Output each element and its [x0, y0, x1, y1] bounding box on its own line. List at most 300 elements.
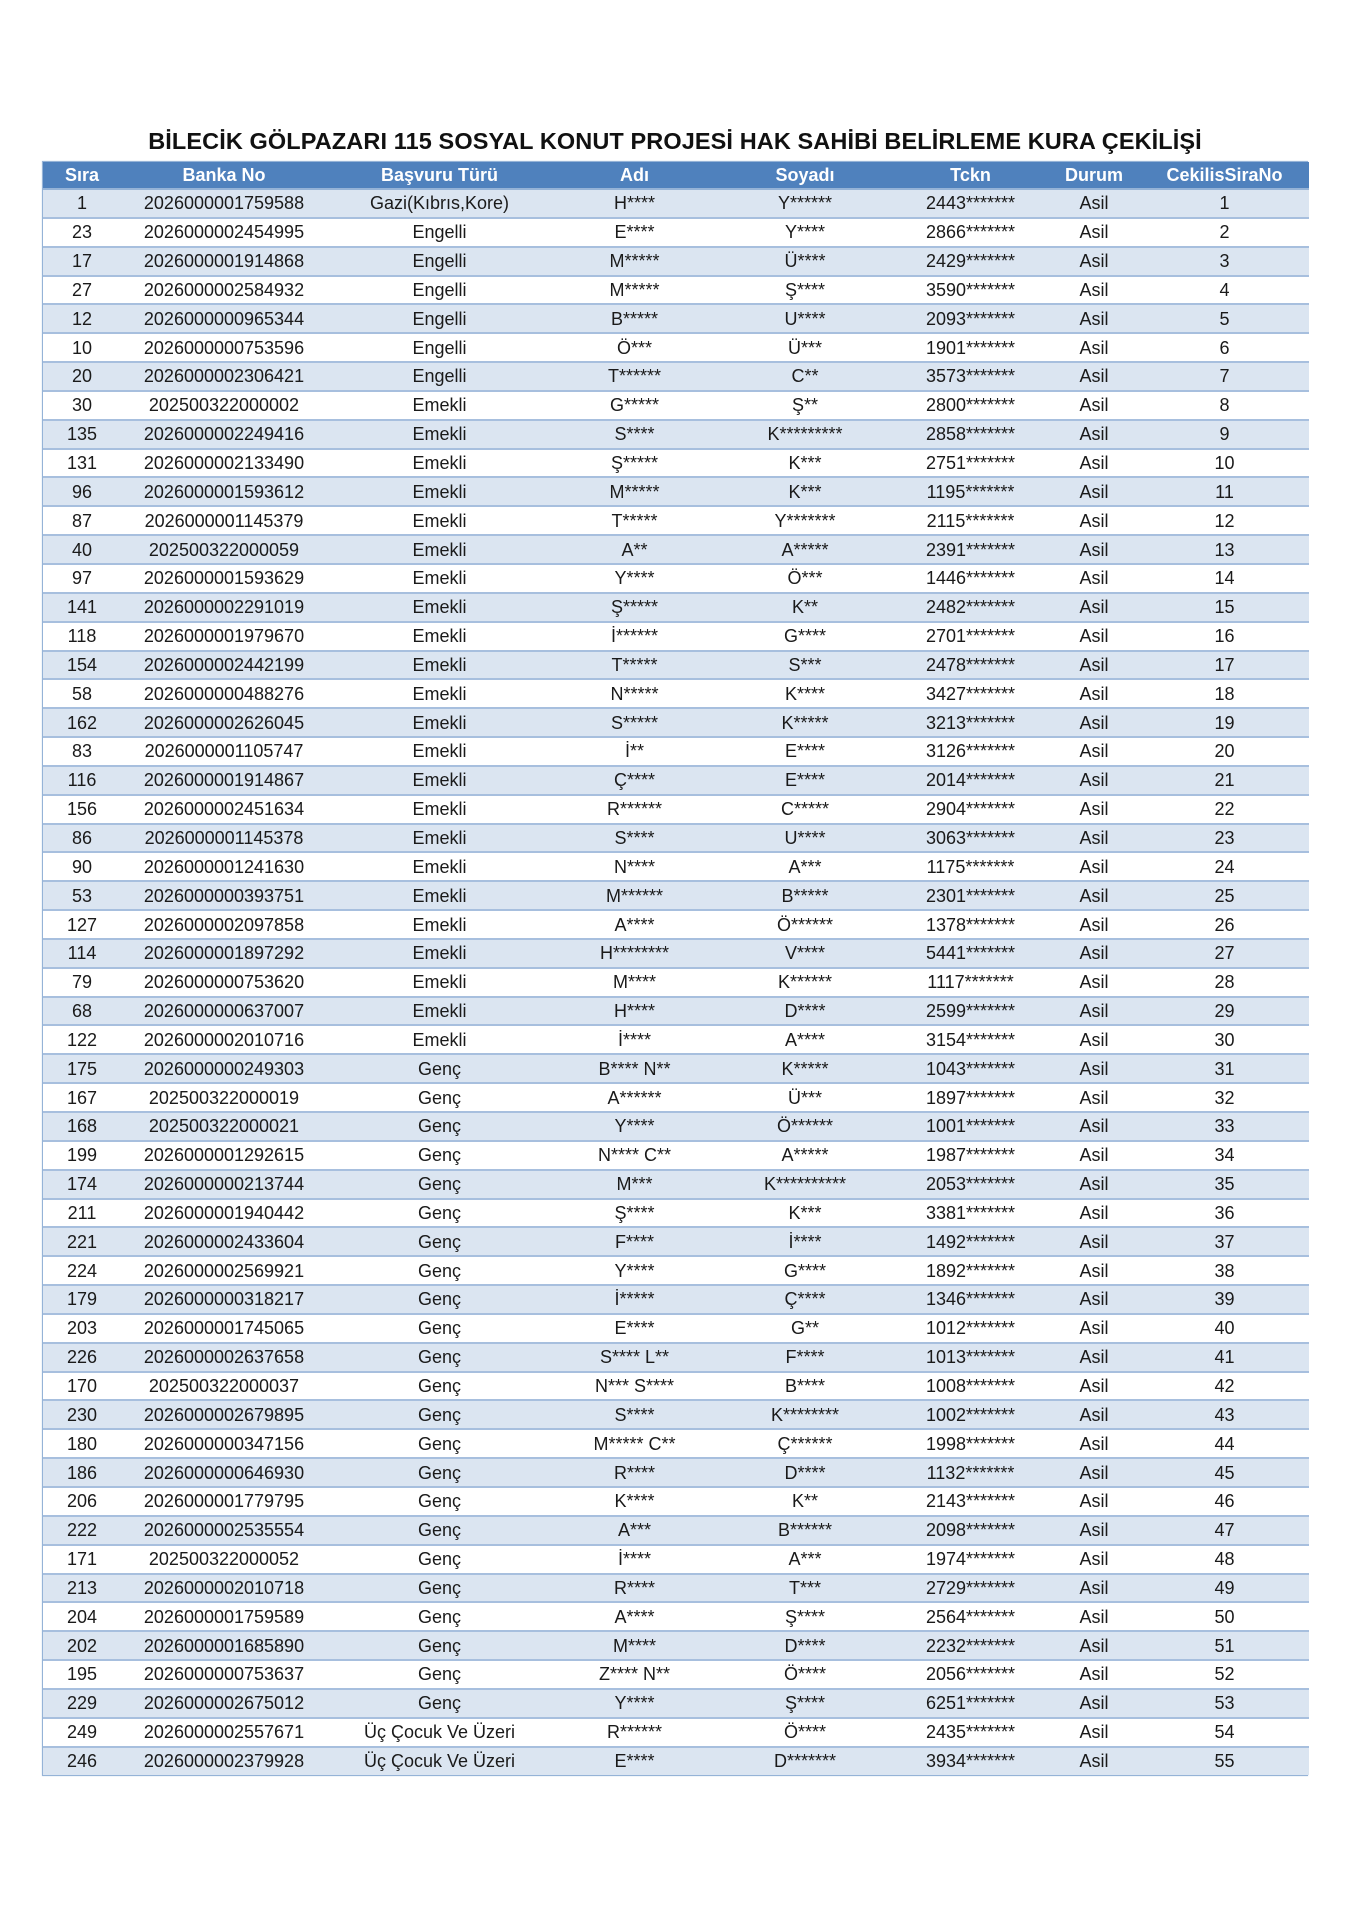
- page-title: BİLECİK GÖLPAZARI 115 SOSYAL KONUT PROJESİ HAK SAHİBİ BELİRLEME KURA ÇEKİLİŞİ: [148, 128, 1202, 154]
- cell-adi: İ****: [552, 1025, 717, 1054]
- cell-soyadi: V****: [717, 939, 893, 968]
- cell-sira: 154: [43, 651, 121, 680]
- cell-basvuru-turu: Emekli: [327, 506, 552, 535]
- cell-cekilis-sira-no: 15: [1140, 593, 1309, 622]
- results-table: [43, 162, 1309, 1775]
- cell-sira: 202: [43, 1631, 121, 1660]
- cell-soyadi: A***: [717, 852, 893, 881]
- cell-cekilis-sira-no: 42: [1140, 1372, 1309, 1401]
- cell-cekilis-sira-no: 47: [1140, 1516, 1309, 1545]
- cell-sira: 249: [43, 1718, 121, 1747]
- cell-tckn: 1013*******: [893, 1343, 1048, 1372]
- cell-cekilis-sira-no: 23: [1140, 824, 1309, 853]
- table-row: [43, 852, 1309, 881]
- cell-durum: Asil: [1048, 622, 1140, 651]
- cell-adi: Ş****: [552, 1199, 717, 1228]
- cell-sira: 96: [43, 477, 121, 506]
- cell-cekilis-sira-no: 24: [1140, 852, 1309, 881]
- cell-adi: N*** S****: [552, 1372, 717, 1401]
- cell-cekilis-sira-no: 7: [1140, 362, 1309, 391]
- cell-banka-no: 2026000001979670: [121, 622, 327, 651]
- table-row: [43, 939, 1309, 968]
- cell-basvuru-turu: Genç: [327, 1141, 552, 1170]
- table-row: [43, 1343, 1309, 1372]
- cell-banka-no: 2026000002291019: [121, 593, 327, 622]
- table-row: [43, 391, 1309, 420]
- cell-durum: Asil: [1048, 881, 1140, 910]
- cell-durum: Asil: [1048, 1256, 1140, 1285]
- cell-soyadi: K***: [717, 449, 893, 478]
- cell-banka-no: 2026000001779795: [121, 1487, 327, 1516]
- table-row: [43, 304, 1309, 333]
- cell-sira: 162: [43, 708, 121, 737]
- cell-basvuru-turu: Emekli: [327, 852, 552, 881]
- cell-soyadi: A***: [717, 1545, 893, 1574]
- cell-banka-no: 2026000002584932: [121, 276, 327, 305]
- cell-basvuru-turu: Emekli: [327, 968, 552, 997]
- cell-durum: Asil: [1048, 968, 1140, 997]
- cell-soyadi: Ö***: [717, 564, 893, 593]
- table-row: [43, 449, 1309, 478]
- cell-tckn: 2599*******: [893, 997, 1048, 1026]
- cell-adi: Ç****: [552, 766, 717, 795]
- table-row: [43, 1747, 1309, 1776]
- cell-adi: M*****: [552, 247, 717, 276]
- cell-basvuru-turu: Genç: [327, 1314, 552, 1343]
- cell-banka-no: 2026000001940442: [121, 1199, 327, 1228]
- cell-sira: 1: [43, 189, 121, 218]
- cell-tckn: 2435*******: [893, 1718, 1048, 1747]
- cell-adi: A****: [552, 910, 717, 939]
- cell-adi: M***** C**: [552, 1429, 717, 1458]
- cell-durum: Asil: [1079, 1751, 1109, 1772]
- table-row: [43, 968, 1309, 997]
- table-row: [43, 1545, 1309, 1574]
- cell-tckn: 2232*******: [893, 1631, 1048, 1660]
- cell-basvuru-turu: Emekli: [327, 535, 552, 564]
- cell-soyadi: İ****: [717, 1227, 893, 1256]
- cell-adi: S*****: [552, 708, 717, 737]
- cell-cekilis-sira-no: 40: [1140, 1314, 1309, 1343]
- cell-durum: Asil: [1048, 1343, 1140, 1372]
- cell-soyadi: E****: [717, 737, 893, 766]
- cell-cekilis-sira-no: 27: [1140, 939, 1309, 968]
- cell-soyadi: A*****: [717, 1141, 893, 1170]
- cell-cekilis-sira-no: 11: [1140, 477, 1309, 506]
- cell-basvuru-turu: Emekli: [327, 910, 552, 939]
- cell-sira: 58: [43, 679, 121, 708]
- cell-adi: İ******: [552, 622, 717, 651]
- cell-banka-no: 2026000001759588: [121, 189, 327, 218]
- cell-adi: E****: [614, 1751, 655, 1772]
- cell-tckn: 1378*******: [893, 910, 1048, 939]
- cell-soyadi: S***: [717, 651, 893, 680]
- cell-durum: Asil: [1048, 564, 1140, 593]
- cell-soyadi: Ö******: [717, 910, 893, 939]
- cell-tckn: 1002*******: [893, 1400, 1048, 1429]
- cell-tckn: 2800*******: [893, 391, 1048, 420]
- cell-banka-no: 2026000002637658: [121, 1343, 327, 1372]
- cell-banka-no: 2026000002306421: [121, 362, 327, 391]
- cell-basvuru-turu: Emekli: [327, 766, 552, 795]
- cell-sira: 79: [43, 968, 121, 997]
- cell-sira: 86: [43, 824, 121, 853]
- cell-soyadi: Y****: [717, 218, 893, 247]
- table-row: [43, 708, 1309, 737]
- cell-basvuru-turu: Genç: [327, 1227, 552, 1256]
- cell-adi: M****: [552, 1631, 717, 1660]
- cell-durum: Asil: [1048, 1199, 1140, 1228]
- table-row: [43, 651, 1309, 680]
- cell-basvuru-turu: Üç Çocuk Ve Üzeri: [363, 1751, 516, 1772]
- cell-sira: 180: [43, 1429, 121, 1458]
- cell-adi: Ö***: [552, 333, 717, 362]
- cell-durum: Asil: [1048, 1689, 1140, 1718]
- cell-banka-no: 2026000002569921: [121, 1256, 327, 1285]
- cell-soyadi: K**********: [717, 1170, 893, 1199]
- table-row: [43, 1660, 1309, 1689]
- cell-sira: 229: [43, 1689, 121, 1718]
- cell-durum: Asil: [1048, 824, 1140, 853]
- table-row: [43, 1141, 1309, 1170]
- cell-banka-no: 2026000001593629: [121, 564, 327, 593]
- cell-basvuru-turu: Emekli: [327, 795, 552, 824]
- cell-durum: Asil: [1048, 651, 1140, 680]
- cell-cekilis-sira-no: 31: [1140, 1054, 1309, 1083]
- cell-cekilis-sira-no: 44: [1140, 1429, 1309, 1458]
- header-cekilis-sira-no: CekilisSiraNo: [1140, 162, 1309, 189]
- cell-basvuru-turu: Emekli: [327, 737, 552, 766]
- table-row: [43, 881, 1309, 910]
- cell-durum: Asil: [1048, 477, 1140, 506]
- cell-cekilis-sira-no: 5: [1140, 304, 1309, 333]
- cell-cekilis-sira-no: 52: [1140, 1660, 1309, 1689]
- cell-sira: 199: [43, 1141, 121, 1170]
- cell-durum: Asil: [1048, 449, 1140, 478]
- cell-adi: R****: [552, 1458, 717, 1487]
- cell-basvuru-turu: Engelli: [327, 276, 552, 305]
- cell-banka-no: 2026000001593612: [121, 477, 327, 506]
- cell-tckn: 2429*******: [893, 247, 1048, 276]
- cell-banka-no: 2026000002675012: [121, 1689, 327, 1718]
- cell-soyadi: A****: [717, 1025, 893, 1054]
- cell-banka-no: 202500322000059: [121, 535, 327, 564]
- cell-cekilis-sira-no: 54: [1140, 1718, 1309, 1747]
- cell-banka-no: 2026000002451634: [121, 795, 327, 824]
- cell-cekilis-sira-no: 51: [1140, 1631, 1309, 1660]
- cell-sira: 97: [43, 564, 121, 593]
- header-soyadi: Soyadı: [717, 162, 893, 189]
- cell-basvuru-turu: Emekli: [327, 593, 552, 622]
- cell-adi: E****: [552, 1314, 717, 1343]
- cell-cekilis-sira-no: 12: [1140, 506, 1309, 535]
- cell-adi: G*****: [552, 391, 717, 420]
- cell-durum: Asil: [1048, 1112, 1140, 1141]
- cell-adi: K****: [552, 1487, 717, 1516]
- table-row: [43, 1285, 1309, 1314]
- table-row: [43, 1631, 1309, 1660]
- cell-basvuru-turu: Emekli: [327, 651, 552, 680]
- cell-basvuru-turu: Engelli: [327, 333, 552, 362]
- table-row: [43, 1314, 1309, 1343]
- cell-tckn: 2701*******: [893, 622, 1048, 651]
- cell-basvuru-turu: Genç: [327, 1256, 552, 1285]
- cell-sira: 122: [43, 1025, 121, 1054]
- cell-cekilis-sira-no: 21: [1140, 766, 1309, 795]
- cell-banka-no: 2026000001745065: [121, 1314, 327, 1343]
- header-durum: Durum: [1048, 162, 1140, 189]
- cell-soyadi: G****: [717, 622, 893, 651]
- cell-sira: 171: [43, 1545, 121, 1574]
- cell-sira: 203: [43, 1314, 121, 1343]
- cell-soyadi: K******: [717, 968, 893, 997]
- table-row: [43, 593, 1309, 622]
- cell-durum: Asil: [1048, 1227, 1140, 1256]
- cell-basvuru-turu: Genç: [327, 1285, 552, 1314]
- cell-banka-no: 2026000002097858: [121, 910, 327, 939]
- cell-sira: 23: [43, 218, 121, 247]
- cell-banka-no: 202500322000037: [121, 1372, 327, 1401]
- cell-soyadi: U****: [717, 824, 893, 853]
- cell-banka-no: 2026000000753637: [121, 1660, 327, 1689]
- cell-soyadi: T***: [717, 1574, 893, 1603]
- cell-cekilis-sira-no: 53: [1140, 1689, 1309, 1718]
- cell-adi: Ş*****: [552, 449, 717, 478]
- cell-durum: Asil: [1048, 247, 1140, 276]
- cell-basvuru-turu: Gazi(Kıbrıs,Kore): [327, 189, 552, 218]
- cell-durum: Asil: [1048, 1631, 1140, 1660]
- cell-durum: Asil: [1048, 795, 1140, 824]
- cell-cekilis-sira-no: 20: [1140, 737, 1309, 766]
- cell-soyadi: Y*******: [717, 506, 893, 535]
- table-row: [43, 795, 1309, 824]
- cell-sira: 135: [43, 420, 121, 449]
- cell-adi: S****: [552, 420, 717, 449]
- cell-soyadi: A*****: [717, 535, 893, 564]
- cell-banka-no: 2026000000347156: [121, 1429, 327, 1458]
- cell-durum: Asil: [1048, 1545, 1140, 1574]
- cell-adi: M*****: [552, 477, 717, 506]
- cell-durum: Asil: [1048, 1083, 1140, 1112]
- cell-durum: Asil: [1048, 535, 1140, 564]
- cell-tckn: 6251*******: [893, 1689, 1048, 1718]
- cell-durum: Asil: [1048, 939, 1140, 968]
- cell-banka-no: 2026000000965344: [121, 304, 327, 333]
- cell-soyadi: K*****: [717, 1054, 893, 1083]
- cell-banka-no: 2026000001292615: [121, 1141, 327, 1170]
- cell-soyadi: K********: [717, 1400, 893, 1429]
- cell-soyadi: D****: [717, 1631, 893, 1660]
- cell-banka-no: 2026000000249303: [121, 1054, 327, 1083]
- cell-cekilis-sira-no: 30: [1140, 1025, 1309, 1054]
- cell-tckn: 2482*******: [893, 593, 1048, 622]
- cell-soyadi: K**: [717, 593, 893, 622]
- cell-adi: M***: [552, 1170, 717, 1199]
- cell-sira: 179: [43, 1285, 121, 1314]
- cell-banka-no: 202500322000021: [121, 1112, 327, 1141]
- cell-adi: T*****: [552, 651, 717, 680]
- cell-sira: 170: [43, 1372, 121, 1401]
- cell-soyadi: B*****: [717, 881, 893, 910]
- cell-banka-no: 2026000001105747: [121, 737, 327, 766]
- cell-adi: N****: [552, 852, 717, 881]
- cell-banka-no: 2026000001241630: [121, 852, 327, 881]
- cell-tckn: 2904*******: [893, 795, 1048, 824]
- cell-basvuru-turu: Emekli: [327, 420, 552, 449]
- cell-basvuru-turu: Emekli: [327, 449, 552, 478]
- cell-durum: Asil: [1048, 1285, 1140, 1314]
- cell-cekilis-sira-no: 26: [1140, 910, 1309, 939]
- cell-sira: 230: [43, 1400, 121, 1429]
- cell-adi: R******: [552, 1718, 717, 1747]
- cell-durum: Asil: [1048, 679, 1140, 708]
- cell-cekilis-sira-no: 3: [1140, 247, 1309, 276]
- cell-adi: Y****: [552, 564, 717, 593]
- cell-cekilis-sira-no: 9: [1140, 420, 1309, 449]
- cell-basvuru-turu: Genç: [327, 1170, 552, 1199]
- cell-durum: Asil: [1048, 997, 1140, 1026]
- cell-adi: Y****: [552, 1689, 717, 1718]
- cell-durum: Asil: [1048, 766, 1140, 795]
- cell-banka-no: 2026000000318217: [121, 1285, 327, 1314]
- table-row: [43, 1170, 1309, 1199]
- cell-cekilis-sira-no: 43: [1140, 1400, 1309, 1429]
- cell-sira: 141: [43, 593, 121, 622]
- cell-sira: 12: [43, 304, 121, 333]
- cell-soyadi: Ö******: [717, 1112, 893, 1141]
- cell-soyadi: Y******: [717, 189, 893, 218]
- cell-tckn: 1897*******: [893, 1083, 1048, 1112]
- cell-sira: 222: [43, 1516, 121, 1545]
- cell-durum: Asil: [1048, 218, 1140, 247]
- cell-soyadi: Ü****: [717, 247, 893, 276]
- cell-soyadi: K***: [717, 477, 893, 506]
- cell-durum: Asil: [1048, 852, 1140, 881]
- cell-basvuru-turu: Emekli: [327, 564, 552, 593]
- cell-tckn: 1974*******: [893, 1545, 1048, 1574]
- table-row: [43, 1112, 1309, 1141]
- cell-tckn: 3381*******: [893, 1199, 1048, 1228]
- table-row: [43, 1602, 1309, 1631]
- cell-sira: 27: [43, 276, 121, 305]
- cell-durum: Asil: [1048, 1170, 1140, 1199]
- cell-basvuru-turu: Genç: [327, 1112, 552, 1141]
- cell-sira: 156: [43, 795, 121, 824]
- cell-sira: 30: [43, 391, 121, 420]
- cell-soyadi: Ç******: [717, 1429, 893, 1458]
- cell-cekilis-sira-no: 37: [1140, 1227, 1309, 1256]
- table-row: [43, 362, 1309, 391]
- cell-basvuru-turu: Genç: [327, 1054, 552, 1083]
- cell-adi: H****: [552, 997, 717, 1026]
- cell-banka-no: 2026000000637007: [121, 997, 327, 1026]
- cell-basvuru-turu: Genç: [327, 1400, 552, 1429]
- cell-sira: 246: [66, 1751, 98, 1772]
- cell-tckn: 1001*******: [893, 1112, 1048, 1141]
- cell-soyadi: D*******: [773, 1751, 837, 1772]
- cell-tckn: 1987*******: [893, 1141, 1048, 1170]
- cell-basvuru-turu: Genç: [327, 1631, 552, 1660]
- cell-basvuru-turu: Genç: [327, 1343, 552, 1372]
- cell-cekilis-sira-no: 18: [1140, 679, 1309, 708]
- cell-soyadi: Ç****: [717, 1285, 893, 1314]
- cell-sira: 224: [43, 1256, 121, 1285]
- table-row: [43, 1400, 1309, 1429]
- cell-adi: İ*****: [552, 1285, 717, 1314]
- cell-sira: 226: [43, 1343, 121, 1372]
- cell-cekilis-sira-no: 4: [1140, 276, 1309, 305]
- cell-basvuru-turu: Engelli: [327, 247, 552, 276]
- cell-adi: Z**** N**: [552, 1660, 717, 1689]
- cell-sira: 10: [43, 333, 121, 362]
- cell-durum: Asil: [1048, 1372, 1140, 1401]
- cell-banka-no: 202500322000052: [121, 1545, 327, 1574]
- cell-tckn: 3573*******: [893, 362, 1048, 391]
- cell-cekilis-sira-no: 13: [1140, 535, 1309, 564]
- table-row: [43, 1083, 1309, 1112]
- cell-basvuru-turu: Üç Çocuk Ve Üzeri: [327, 1718, 552, 1747]
- table-row: [43, 247, 1309, 276]
- table-row: [43, 1487, 1309, 1516]
- cell-adi: R******: [552, 795, 717, 824]
- cell-basvuru-turu: Genç: [327, 1083, 552, 1112]
- cell-sira: 131: [43, 449, 121, 478]
- cell-basvuru-turu: Genç: [327, 1660, 552, 1689]
- cell-durum: Asil: [1048, 1025, 1140, 1054]
- cell-tckn: 2115*******: [893, 506, 1048, 535]
- table-row: [43, 535, 1309, 564]
- cell-cekilis-sira-no: 34: [1140, 1141, 1309, 1170]
- cell-sira: 114: [43, 939, 121, 968]
- cell-durum: Asil: [1048, 1718, 1140, 1747]
- cell-tckn: 1492*******: [893, 1227, 1048, 1256]
- cell-basvuru-turu: Genç: [327, 1429, 552, 1458]
- cell-soyadi: B****: [717, 1372, 893, 1401]
- cell-soyadi: Ü***: [717, 333, 893, 362]
- cell-adi: M****: [552, 968, 717, 997]
- cell-sira: 186: [43, 1458, 121, 1487]
- cell-sira: 90: [43, 852, 121, 881]
- cell-adi: N*****: [552, 679, 717, 708]
- cell-soyadi: Ü***: [717, 1083, 893, 1112]
- cell-cekilis-sira-no: 36: [1140, 1199, 1309, 1228]
- cell-tckn: 1117*******: [893, 968, 1048, 997]
- cell-cekilis-sira-no: 8: [1140, 391, 1309, 420]
- cell-durum: Asil: [1048, 737, 1140, 766]
- cell-cekilis-sira-no: 22: [1140, 795, 1309, 824]
- cell-tckn: 3063*******: [893, 824, 1048, 853]
- cell-adi: S****: [552, 1400, 717, 1429]
- cell-adi: A******: [552, 1083, 717, 1112]
- cell-banka-no: 2026000001685890: [121, 1631, 327, 1660]
- cell-tckn: 2858*******: [893, 420, 1048, 449]
- cell-tckn: 2478*******: [893, 651, 1048, 680]
- table-body: [43, 189, 1309, 1775]
- cell-sira: 204: [43, 1602, 121, 1631]
- cell-cekilis-sira-no: 17: [1140, 651, 1309, 680]
- cell-basvuru-turu: Emekli: [327, 708, 552, 737]
- cell-soyadi: U****: [717, 304, 893, 333]
- cell-durum: Asil: [1048, 1054, 1140, 1083]
- cell-cekilis-sira-no: 46: [1140, 1487, 1309, 1516]
- cell-sira: 175: [43, 1054, 121, 1083]
- cell-soyadi: K***: [717, 1199, 893, 1228]
- cell-cekilis-sira-no: 48: [1140, 1545, 1309, 1574]
- cell-sira: 221: [43, 1227, 121, 1256]
- cell-soyadi: G****: [717, 1256, 893, 1285]
- cell-banka-no: 202500322000002: [121, 391, 327, 420]
- cell-soyadi: G**: [717, 1314, 893, 1343]
